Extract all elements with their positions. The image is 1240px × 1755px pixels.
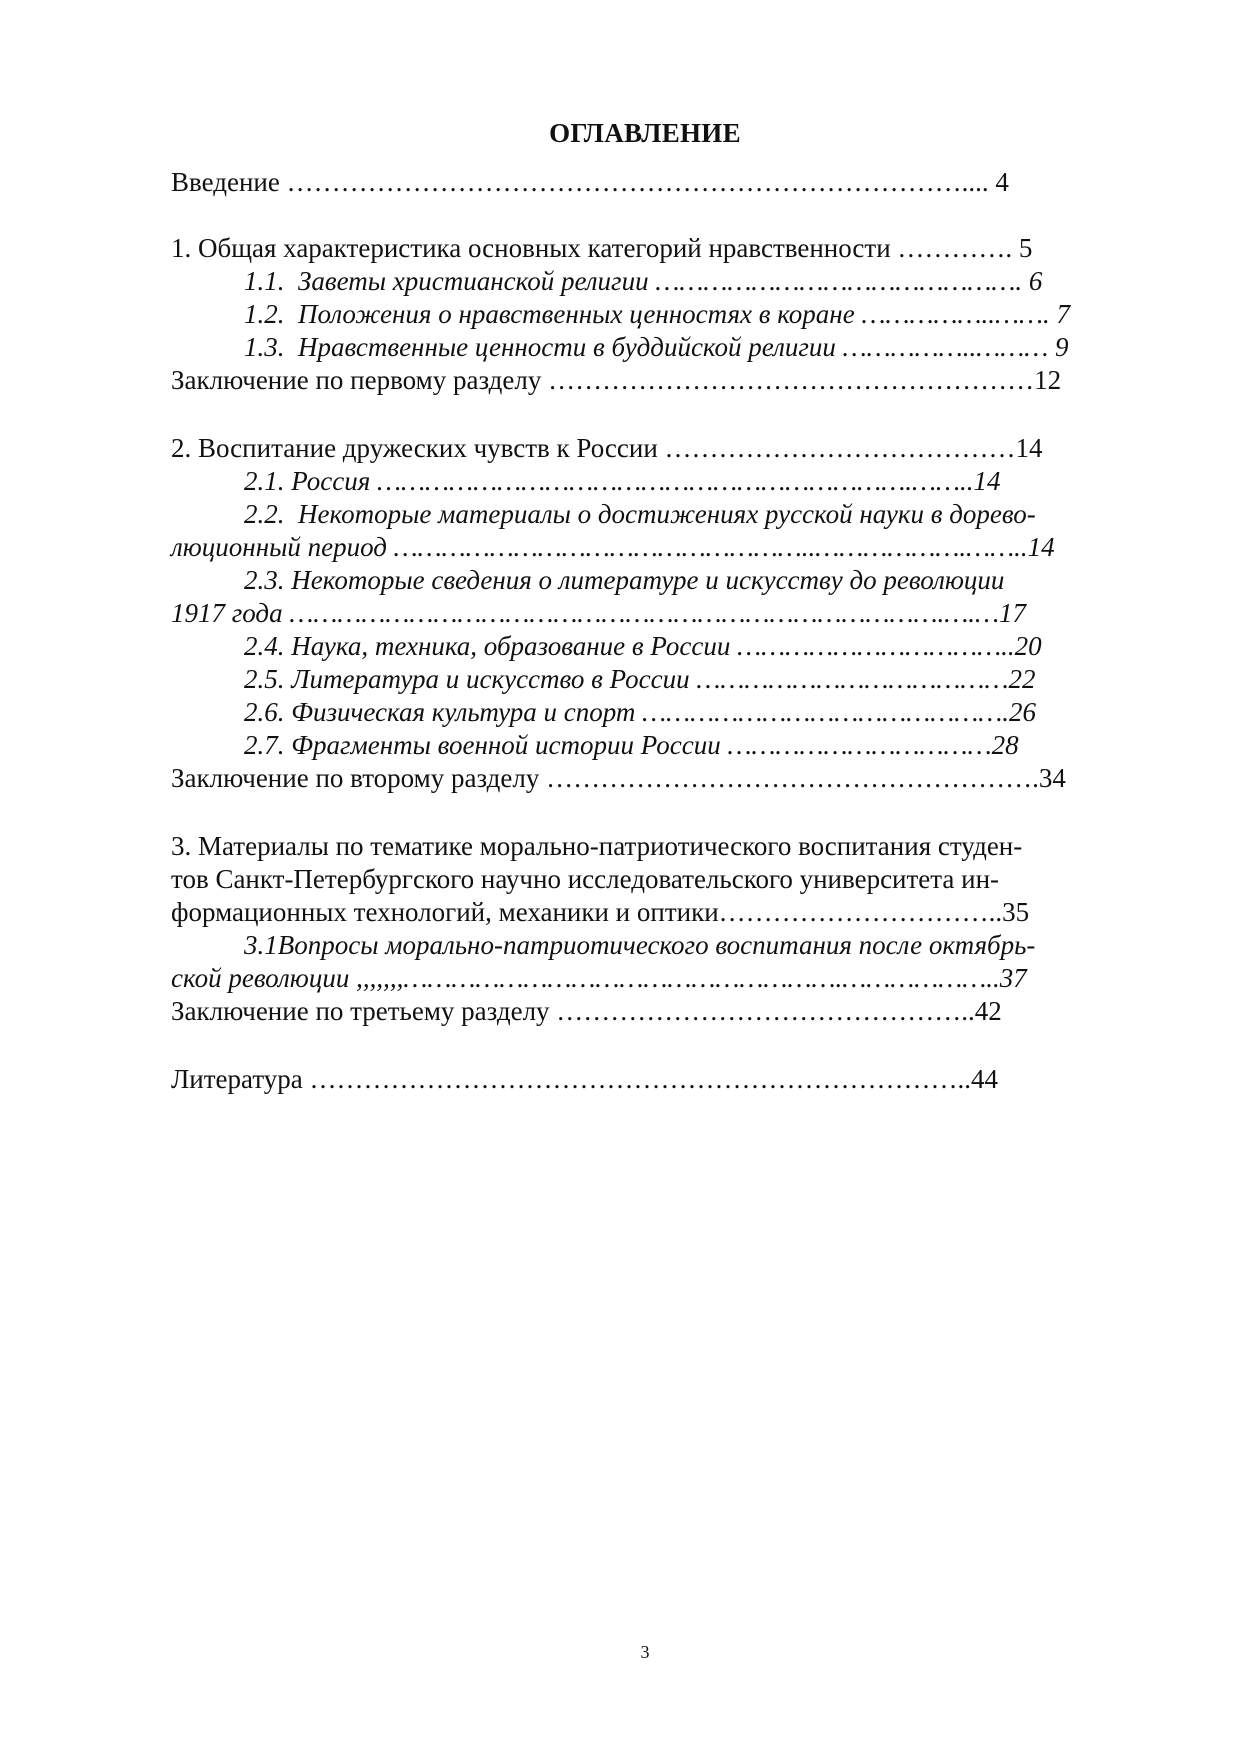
toc-entry-section-3-continued-2[interactable]: формационных технологий, механики и оптики…………………………..35 [171, 897, 1030, 927]
toc-entry-2-3[interactable]: 2.3. Некоторые сведения о литературе и искусству до революции [244, 565, 1005, 595]
toc-entry-1-3[interactable]: 1.3. Нравственные ценности в буддийской религии ……………..……… 9 [244, 332, 1069, 362]
toc-entry-2-1[interactable]: 2.1. Россия ………………………………………………………….……..14 [244, 466, 1001, 496]
toc-entry-1-2[interactable]: 1.2. Положения о нравственных ценностях в коране ……………..……. 7 [244, 299, 1070, 329]
toc-entry-1-1[interactable]: 1.1. Заветы христианской религии ………………………………………. 6 [244, 266, 1043, 296]
toc-entry-2-4[interactable]: 2.4. Наука, техника, образование в России ……………………………..20 [244, 631, 1042, 661]
toc-entry-intro[interactable]: Введение ………………………………………………………………….... 4 [171, 167, 1009, 197]
toc-entry-conclusion-2[interactable]: Заключение по второму разделу ……………………………………………….34 [171, 763, 1066, 793]
toc-entry-section-1[interactable]: 1. Общая характеристика основных категорий нравственности …………. 5 [171, 233, 1033, 263]
toc-entry-section-2[interactable]: 2. Воспитание дружеских чувств к России …………………………………14 [171, 433, 1043, 463]
toc-entry-3-1-continued[interactable]: ской революции ,,,,,,,……………………………………………….………………..37 [171, 963, 1027, 993]
toc-entry-2-6[interactable]: 2.6. Физическая культура и спорт ……………………………………….26 [244, 697, 1037, 727]
toc-entry-section-3-continued[interactable]: тов Санкт-Петербургского научно исследовательского университета ин- [171, 864, 1000, 894]
toc-entry-2-5[interactable]: 2.5. Литература и искусство в России …………………………………22 [244, 664, 1036, 694]
toc-entry-2-7[interactable]: 2.7. Фрагменты военной истории России ……………………………28 [244, 730, 1019, 760]
toc-entry-2-2[interactable]: 2.2. Некоторые материалы о достижениях русской науки в дорево- [244, 499, 1036, 529]
toc-entry-2-2-continued[interactable]: люционный период ……………………………………………..……………….……..14 [171, 532, 1055, 562]
page-title: ОГЛАВЛЕНИЕ [549, 118, 741, 148]
toc-entry-conclusion-3[interactable]: Заключение по третьему разделу ………………………………………..42 [171, 996, 1002, 1026]
toc-entry-2-3-continued[interactable]: 1917 года ……………………………………………………………………….….…17 [171, 598, 1027, 628]
toc-entry-literature[interactable]: Литература ………………………………………………………………..44 [171, 1064, 999, 1094]
toc-entry-3-1[interactable]: 3.1Вопросы морально-патриотического воспитания после октябрь- [244, 930, 1036, 960]
toc-entry-section-3[interactable]: 3. Материалы по тематике морально-патриотического воспитания студен- [171, 831, 1023, 861]
page-number: 3 [640, 1642, 650, 1662]
toc-entry-conclusion-1[interactable]: Заключение по первому разделу ………………………………………………12 [171, 365, 1062, 395]
